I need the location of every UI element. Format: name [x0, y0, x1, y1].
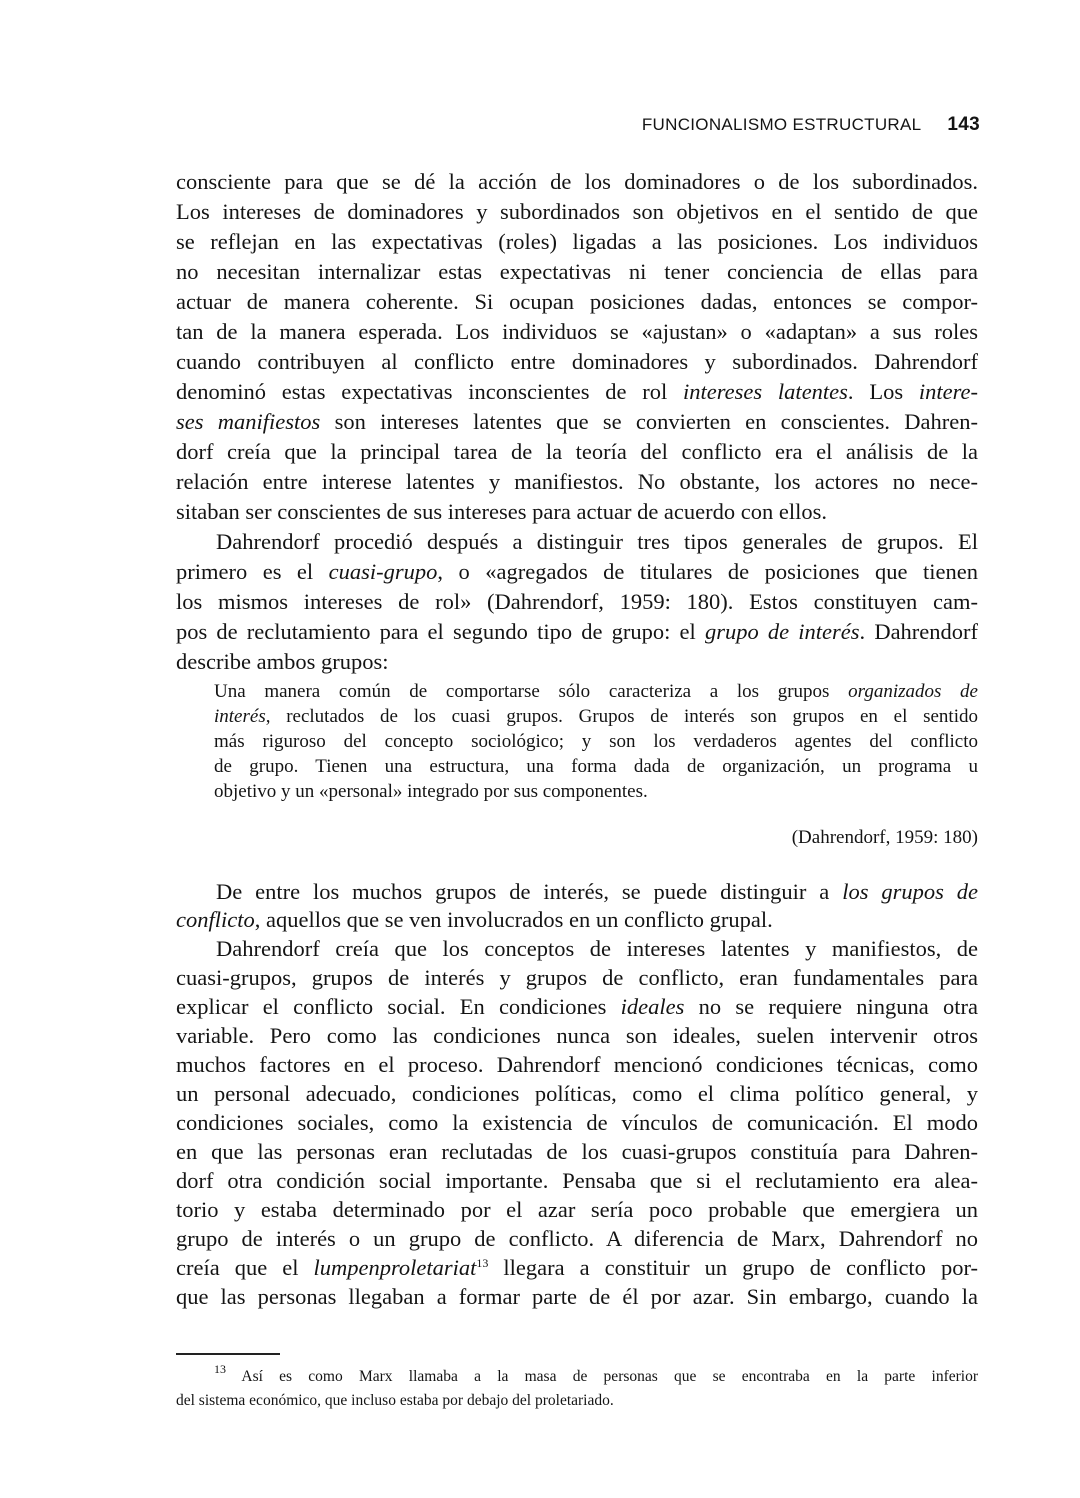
text-line: [176, 378, 978, 406]
italic-term: intere-: [918, 379, 978, 404]
text-line: [176, 906, 978, 934]
text-line: cuando contribuyen al conflicto entre dominadores y subordinados. Dahrendorf: [176, 349, 978, 374]
footnote-reference[interactable]: 13: [476, 1256, 489, 1270]
quote-line: [214, 705, 978, 729]
text-run: denominó estas expectativas inconscientes de rol: [176, 379, 684, 404]
text-line: Dahrendorf creía que los conceptos de intereses latentes y manifiestos, de: [216, 936, 978, 961]
text-run: , reclutados de los cuasi grupos. Grupos de interés son grupos en el sentido: [265, 706, 978, 727]
text-line: [176, 408, 978, 436]
text-line: condiciones sociales, como la existencia de vínculos de comunicación. El modo: [176, 1110, 978, 1135]
text-line: [176, 618, 978, 646]
text-run: . Dahrendorf: [859, 619, 979, 644]
text-run: explicar el conflicto social. En condiciones: [176, 994, 621, 1019]
italic-term: interés: [214, 706, 266, 727]
running-header: [560, 114, 980, 136]
text-line: no necesitan internalizar estas expectativas ni tener conciencia de ellas para: [176, 259, 978, 284]
text-line: variable. Pero como las condiciones nunca son ideales, suelen intervenir otros: [176, 1023, 978, 1048]
text-line: [216, 878, 978, 906]
italic-term: los grupos de: [842, 879, 978, 904]
italic-term: ses manifiestos: [176, 409, 321, 434]
text-run: Así es como Marx llamaba a la masa de personas que se encontraba en la parte inferior: [226, 1368, 978, 1385]
text-run: creía que el: [176, 1255, 314, 1280]
text-line: Dahrendorf procedió después a distinguir tres tipos generales de grupos. El: [216, 529, 978, 554]
quote-line: [214, 680, 978, 704]
text-run: no se requiere ninguna otra: [684, 994, 978, 1019]
page-number: 143: [947, 114, 980, 135]
text-line: cuasi-grupos, grupos de interés y grupos de conflicto, eran fundamentales para: [176, 965, 978, 990]
text-line: [176, 993, 978, 1021]
italic-term: conflicto: [176, 907, 255, 932]
text-line: relación entre interese latentes y manifiestos. No obstante, los actores no nece-: [176, 469, 978, 494]
text-run: son intereses latentes que se convierten en conscientes. Dahren-: [320, 409, 978, 434]
footnote-line: del sistema económico, que incluso estaba por debajo del proletariado.: [176, 1392, 614, 1409]
text-line: dorf otra condición social importante. Pensaba que si el reclutamiento era alea-: [176, 1168, 978, 1193]
text-line: los mismos intereses de rol» (Dahrendorf, 1959: 180). Estos constituyen cam-: [176, 589, 978, 614]
quote-line: de grupo. Tienen una estructura, una forma dada de organización, un programa u: [214, 756, 978, 777]
italic-term: ideales: [620, 994, 685, 1019]
footnote-divider: [176, 1353, 280, 1355]
text-line: [176, 558, 978, 586]
text-run: llegara a constituir un grupo de conflicto por-: [488, 1255, 978, 1280]
footnote-line: [214, 1362, 978, 1388]
text-run: Una manera común de comportarse sólo caracteriza a los grupos: [214, 681, 849, 702]
text-line: Los intereses de dominadores y subordinados son objetivos en el sentido de que: [176, 199, 978, 224]
text-line: dorf creía que la principal tarea de la teoría del conflicto era el análisis de la: [176, 439, 978, 464]
text-line: actuar de manera coherente. Si ocupan posiciones dadas, entonces se compor-: [176, 289, 978, 314]
text-run: . Los: [847, 379, 919, 404]
text-run: primero es el: [176, 559, 329, 584]
text-line: [176, 1254, 978, 1282]
running-title: FUNCIONALISMO ESTRUCTURAL: [641, 115, 922, 134]
footnote-number: 13: [214, 1362, 226, 1376]
text-line: muchos factores en el proceso. Dahrendorf mencionó condiciones técnicas, como: [176, 1052, 978, 1077]
text-line: describe ambos grupos:: [176, 649, 389, 674]
text-line: consciente para que se dé la acción de los dominadores o de los subordinados.: [176, 169, 978, 194]
text-line: se reflejan en las expectativas (roles) ligadas a las posiciones. Los individuos: [176, 229, 978, 254]
quote-line: más riguroso del concepto sociológico; y son los verdaderos agentes del conflicto: [214, 731, 978, 752]
italic-term: intereses latentes: [683, 379, 848, 404]
text-run: pos de reclutamiento para el segundo tipo de grupo: el: [176, 619, 705, 644]
italic-term: lumpenproletariat: [313, 1255, 477, 1280]
text-line: en que las personas eran reclutadas de los cuasi-grupos constituía para Dahren-: [176, 1139, 978, 1164]
text-line: un personal adecuado, condiciones políticas, como el clima político general, y: [176, 1081, 978, 1106]
text-line: grupo de interés o un grupo de conflicto. A diferencia de Marx, Dahrendorf no: [176, 1226, 978, 1251]
text-line: que las personas llegaban a formar parte de él por azar. Sin embargo, cuando la: [176, 1284, 978, 1309]
italic-term: grupo de interés: [704, 619, 860, 644]
text-run: , aquellos que se ven involucrados en un conflicto grupal.: [254, 907, 773, 932]
quote-line: objetivo y un «personal» integrado por sus componentes.: [214, 781, 648, 802]
text-run: , o «agregados de titulares de posiciones que tienen: [437, 559, 978, 584]
text-line: tan de la manera esperada. Los individuos se «ajustan» o «adaptan» a sus roles: [176, 319, 978, 344]
italic-term: cuasi-grupo: [328, 559, 438, 584]
quote-citation: (Dahrendorf, 1959: 180): [791, 827, 978, 848]
text-line: torio y estaba determinado por el azar sería poco probable que emergiera un: [176, 1197, 978, 1222]
italic-term: organizados de: [848, 681, 978, 702]
text-line: sitaban ser conscientes de sus intereses para actuar de acuerdo con ellos.: [176, 499, 827, 524]
text-run: De entre los muchos grupos de interés, se puede distinguir a: [216, 879, 843, 904]
